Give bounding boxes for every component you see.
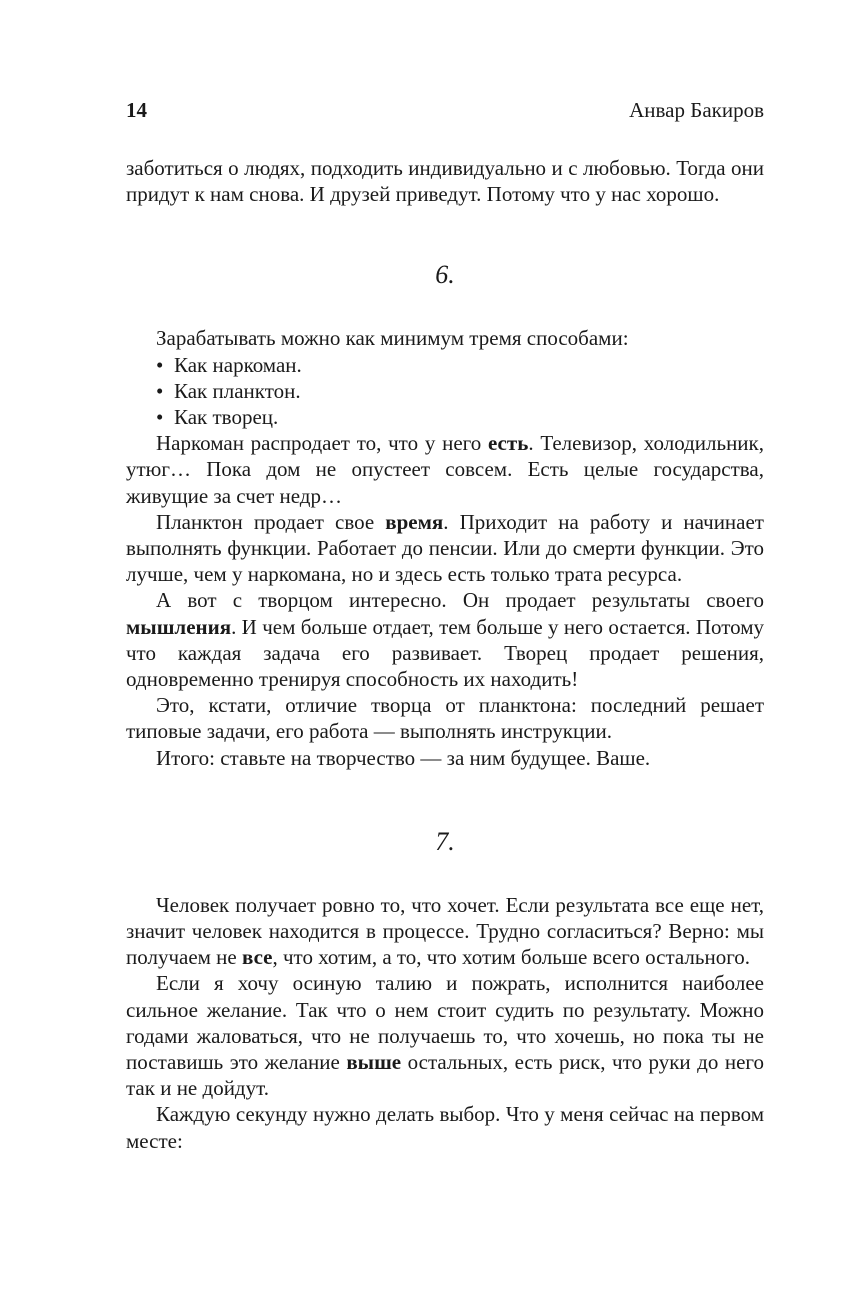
intro-paragraph: заботиться о людях, подходить индивидуально и с любовью. Тогда они придут к нам снова. И друзей приведут. Потому что у нас хорошо. xyxy=(126,156,764,207)
bullet-list xyxy=(126,352,764,431)
bold-word: выше xyxy=(346,1050,402,1075)
paragraph-text: Планктон продает свое xyxy=(156,509,386,534)
bullet-icon: • xyxy=(156,352,164,377)
section7-paragraph-3: Каждую секунду нужно делать выбор. Что у меня сейчас на первом месте: xyxy=(126,1102,764,1153)
bold-word: мышления xyxy=(126,614,232,639)
section6-paragraph-difference: Это, кстати, отличие творца от планктона: последний решает типовые задачи, его работа — выполнять инструкции. xyxy=(126,693,764,744)
paragraph-text: Наркоман распродает то, что у него xyxy=(156,431,488,456)
list-item xyxy=(126,404,764,430)
section6-lead: Зарабатывать можно как минимум тремя способами: xyxy=(156,326,629,351)
section7-paragraph-1 xyxy=(126,892,764,971)
list-item xyxy=(126,352,764,378)
paragraph-text: Если я хочу осиную талию и пожрать, исполнится наиболее сильное желание. Так что о нем стоит судить по результату. Можно годами жаловаться, что не получаешь то, что хочешь, но пока ты не поставишь это желание xyxy=(126,971,764,1075)
section6-paragraph-addict xyxy=(126,430,764,509)
paragraph-text: . И чем больше отдает, тем больше у него остается. Потому что каждая задача его развивает. Творец продает решения, одновременно тренируя способность их находить! xyxy=(126,614,764,692)
paragraph-text: А вот с творцом интересно. Он продает результаты своего xyxy=(156,588,764,613)
paragraph-text: . Приходит на работу и начинает выполнять функции. Работает до пенсии. Или до смерти функции. Это лучше, чем у наркомана, но и здесь есть только трата ресурса. xyxy=(126,509,764,587)
section6-paragraph-conclusion: Итого: ставьте на творчество — за ним будущее. Ваше. xyxy=(156,745,651,770)
list-item xyxy=(126,378,764,404)
section6-paragraph-creator xyxy=(126,587,764,692)
section6-paragraph-plankton xyxy=(126,509,764,588)
list-item-text: Как наркоман. xyxy=(174,352,302,377)
paragraph-text: , что хотим, а то, что хотим больше всего остального. xyxy=(272,945,751,970)
bold-word: есть xyxy=(487,431,529,456)
paragraph-text: остальных, есть риск, что руки до него так и не дойдут. xyxy=(126,1050,764,1101)
bold-word: время xyxy=(385,509,444,534)
section7-paragraph-2 xyxy=(126,970,764,1101)
running-head xyxy=(126,92,764,132)
section-number-6: 6. xyxy=(435,260,455,290)
book-page xyxy=(126,92,764,1154)
section-number-7: 7. xyxy=(435,826,455,856)
page-number: 14 xyxy=(126,98,147,122)
list-item-text: Как творец. xyxy=(174,405,279,430)
bullet-icon: • xyxy=(156,378,164,403)
list-item-text: Как планктон. xyxy=(174,378,301,403)
bold-word: все xyxy=(242,945,273,970)
paragraph-text: . Телевизор, холодильник, утюг… Пока дом не опустеет совсем. Есть целые государства, живущие за счет недр… xyxy=(126,431,764,508)
author-name: Анвар Бакиров xyxy=(629,98,764,122)
paragraph-text: Человек получает ровно то, что хочет. Если результата все еще нет, значит человек находится в процессе. Трудно согласиться? Верно: мы получаем не xyxy=(126,892,764,970)
bullet-icon: • xyxy=(156,405,164,430)
